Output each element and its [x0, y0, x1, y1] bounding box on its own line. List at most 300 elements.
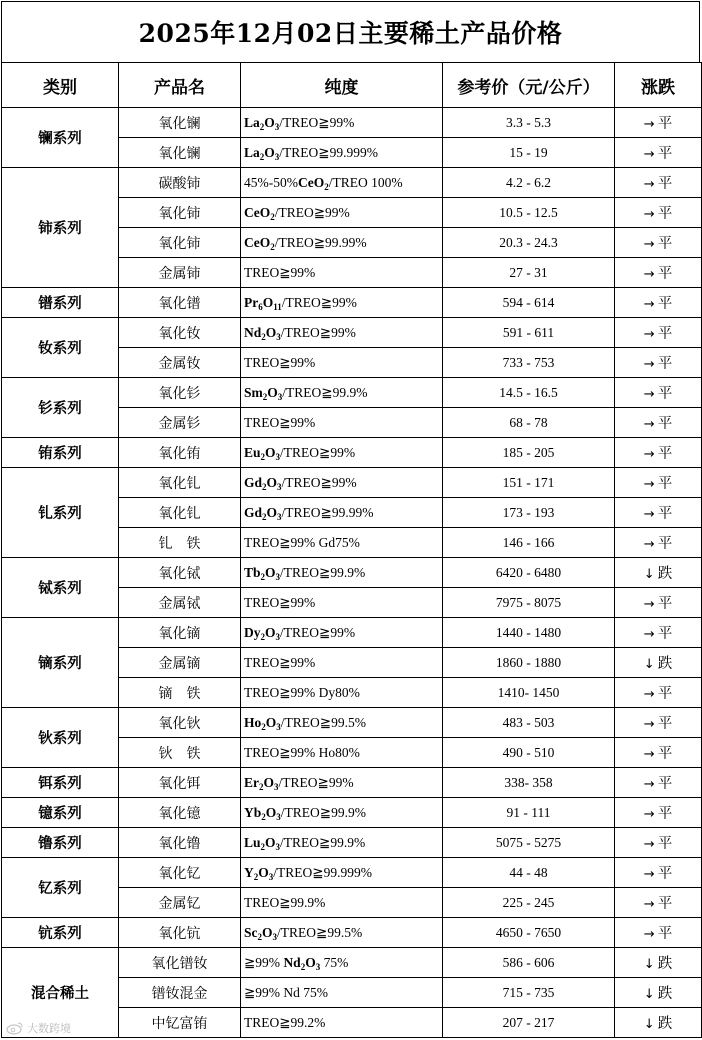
price-cell: 3.3 - 5.3 — [443, 108, 615, 138]
price-cell: 27 - 31 — [443, 258, 615, 288]
trend-cell — [615, 708, 702, 738]
price-cell: 6420 - 6480 — [443, 558, 615, 588]
trend-label: 平 — [657, 776, 673, 792]
purity-cell — [241, 618, 443, 648]
purity-segment: O — [258, 864, 269, 880]
trend-cell — [615, 588, 702, 618]
product-name-cell: 中钇富铕 — [119, 1008, 241, 1038]
trend-cell — [615, 738, 702, 768]
header-price: 参考价（元/公斤） — [443, 63, 615, 108]
arrow-right-icon: → — [643, 177, 655, 192]
purity-cell — [241, 168, 443, 198]
arrow-right-icon: → — [643, 327, 655, 342]
purity-segment: /TREO≧99% — [281, 294, 357, 310]
purity-segment: O — [265, 714, 277, 730]
product-name-cell: 镨钕混金 — [119, 978, 241, 1008]
purity-subscript: 2 — [324, 181, 329, 192]
purity-segment: Nd — [244, 324, 262, 340]
purity-cell — [241, 108, 443, 138]
purity-cell — [241, 348, 443, 378]
purity-cell — [241, 858, 443, 888]
purity-segment: 75% — [320, 954, 349, 970]
trend-cell — [615, 918, 702, 948]
purity-cell — [241, 198, 443, 228]
trend-label: 平 — [657, 806, 673, 822]
purity-segment: /TREO≧99% — [274, 204, 350, 220]
trend-label: 平 — [657, 536, 673, 552]
purity-segment: /TREO≧99% — [280, 444, 356, 460]
table-row — [2, 798, 702, 828]
purity-cell — [241, 648, 443, 678]
purity-subscript: 3 — [315, 961, 321, 972]
purity-segment: TREO≧99% — [244, 654, 316, 670]
arrow-right-icon: → — [643, 477, 655, 492]
product-name-cell: 钆 铁 — [119, 528, 241, 558]
trend-cell — [615, 1008, 702, 1038]
purity-cell — [241, 828, 443, 858]
product-name-cell: 氧化镥 — [119, 828, 241, 858]
trend-label: 平 — [657, 266, 673, 282]
purity-segment: /TREO≧99.5% — [280, 714, 366, 730]
purity-segment: /TREO≧99.999% — [279, 144, 378, 160]
arrow-right-icon: → — [643, 927, 655, 942]
purity-cell — [241, 408, 443, 438]
purity-segment: /TREO≧99.999% — [273, 864, 372, 880]
table-row — [2, 288, 702, 318]
trend-cell — [615, 978, 702, 1008]
arrow-right-icon: → — [643, 117, 655, 132]
product-name-cell: 金属铈 — [119, 258, 241, 288]
purity-segment: /TREO≧99% — [279, 114, 355, 130]
purity-subscript: 2 — [259, 781, 264, 792]
product-name-cell: 氧化铒 — [119, 768, 241, 798]
product-name-cell: 氧化镨 — [119, 288, 241, 318]
purity-subscript: 2 — [262, 391, 268, 402]
purity-cell — [241, 768, 443, 798]
purity-segment: Gd — [244, 504, 263, 520]
purity-segment: Pr — [244, 294, 259, 310]
arrow-down-icon: ↓ — [643, 567, 655, 582]
purity-subscript: 3 — [275, 451, 281, 462]
purity-cell — [241, 138, 443, 168]
price-table — [1, 62, 702, 1038]
product-name-cell: 镝 铁 — [119, 678, 241, 708]
price-cell: 68 - 78 — [443, 408, 615, 438]
purity-cell — [241, 948, 443, 978]
purity-cell — [241, 438, 443, 468]
trend-label: 平 — [657, 236, 673, 252]
purity-cell — [241, 228, 443, 258]
table-row — [2, 768, 702, 798]
purity-segment: /TREO≧99.9% — [280, 564, 366, 580]
product-name-cell: 氧化钕 — [119, 318, 241, 348]
trend-label: 平 — [657, 296, 673, 312]
weibo-logo-icon — [6, 1021, 24, 1035]
purity-subscript: 2 — [253, 871, 259, 882]
purity-cell — [241, 978, 443, 1008]
purity-cell — [241, 468, 443, 498]
trend-label: 跌 — [657, 566, 673, 582]
category-cell: 钕系列 — [2, 318, 119, 378]
arrow-right-icon: → — [643, 867, 655, 882]
product-name-cell: 氧化铽 — [119, 558, 241, 588]
purity-segment: /TREO≧99.9% — [280, 834, 366, 850]
header-trend: 涨跌 — [615, 63, 702, 108]
purity-subscript: 2 — [259, 121, 265, 132]
category-cell: 钇系列 — [2, 858, 119, 918]
purity-segment: /TREO≧99% — [280, 324, 356, 340]
purity-cell — [241, 738, 443, 768]
product-name-cell: 氧化钆 — [119, 468, 241, 498]
purity-segment: /TREO≧99% — [281, 474, 357, 490]
purity-segment: Gd — [244, 474, 263, 490]
purity-segment: /TREO≧99.9% — [282, 384, 368, 400]
purity-subscript: 2 — [270, 211, 275, 222]
purity-subscript: 3 — [275, 571, 281, 582]
purity-subscript: 2 — [260, 571, 266, 582]
trend-cell — [615, 558, 702, 588]
trend-cell — [615, 198, 702, 228]
purity-segment: CeO — [244, 204, 271, 220]
purity-subscript: 2 — [300, 961, 306, 972]
arrow-down-icon: ↓ — [643, 1017, 655, 1032]
product-name-cell: 氧化铕 — [119, 438, 241, 468]
table-row — [2, 318, 702, 348]
purity-subscript: 2 — [261, 811, 266, 822]
purity-subscript: 2 — [262, 511, 267, 522]
page-title: 2025年12月02日主要稀土产品价格 — [1, 1, 700, 63]
purity-segment: ≧99% — [244, 954, 284, 970]
purity-subscript: 3 — [272, 931, 278, 942]
price-cell: 586 - 606 — [443, 948, 615, 978]
table-row — [2, 438, 702, 468]
trend-cell — [615, 648, 702, 678]
purity-subscript: 2 — [260, 451, 266, 462]
purity-segment: TREO≧99% — [244, 594, 316, 610]
purity-segment: /TREO 100% — [328, 174, 403, 190]
category-cell: 铕系列 — [2, 438, 119, 468]
price-cell: 594 - 614 — [443, 288, 615, 318]
product-name-cell: 金属镝 — [119, 648, 241, 678]
purity-segment: TREO≧99% — [244, 264, 316, 280]
category-cell: 钬系列 — [2, 708, 119, 768]
trend-label: 平 — [657, 446, 673, 462]
purity-segment: CeO — [298, 174, 325, 190]
category-cell: 镥系列 — [2, 828, 119, 858]
arrow-right-icon: → — [643, 507, 655, 522]
purity-segment: Yb — [244, 804, 262, 820]
purity-subscript: 3 — [274, 781, 279, 792]
product-name-cell: 氧化钐 — [119, 378, 241, 408]
price-cell: 1860 - 1880 — [443, 648, 615, 678]
purity-segment: /TREO≧99% — [280, 624, 356, 640]
table-row — [2, 918, 702, 948]
price-cell: 4650 - 7650 — [443, 918, 615, 948]
category-cell: 铈系列 — [2, 168, 119, 288]
price-cell: 44 - 48 — [443, 858, 615, 888]
trend-label: 平 — [657, 116, 673, 132]
trend-label: 平 — [657, 596, 673, 612]
purity-segment: 45%-50% — [244, 174, 298, 190]
trend-cell — [615, 288, 702, 318]
purity-segment: O — [264, 114, 275, 130]
price-cell: 91 - 111 — [443, 798, 615, 828]
trend-label: 平 — [657, 386, 673, 402]
trend-label: 平 — [657, 146, 673, 162]
arrow-right-icon: → — [643, 897, 655, 912]
table-header-row — [2, 63, 702, 108]
arrow-right-icon: → — [643, 717, 655, 732]
arrow-right-icon: → — [643, 357, 655, 372]
price-cell: 10.5 - 12.5 — [443, 198, 615, 228]
trend-cell — [615, 138, 702, 168]
trend-label: 平 — [657, 686, 673, 702]
trend-label: 平 — [657, 176, 673, 192]
price-cell: 173 - 193 — [443, 498, 615, 528]
trend-cell — [615, 348, 702, 378]
purity-segment: La — [244, 144, 260, 160]
trend-cell — [615, 498, 702, 528]
purity-segment: O — [264, 144, 275, 160]
product-name-cell: 金属钇 — [119, 888, 241, 918]
purity-segment: O — [265, 834, 276, 850]
arrow-down-icon: ↓ — [643, 987, 655, 1002]
table-row — [2, 468, 702, 498]
arrow-right-icon: → — [643, 837, 655, 852]
purity-segment: O — [263, 774, 275, 790]
trend-cell — [615, 228, 702, 258]
purity-segment: TREO≧99.9% — [244, 894, 326, 910]
purity-segment: Eu — [244, 444, 261, 460]
trend-cell — [615, 528, 702, 558]
trend-label: 平 — [657, 506, 673, 522]
arrow-right-icon: → — [643, 687, 655, 702]
price-cell: 14.5 - 16.5 — [443, 378, 615, 408]
purity-segment: TREO≧99.2% — [244, 1014, 326, 1030]
purity-segment: O — [305, 954, 316, 970]
purity-subscript: 2 — [261, 331, 266, 342]
purity-segment: O — [265, 804, 277, 820]
table-row — [2, 948, 702, 978]
table-row — [2, 168, 702, 198]
arrow-right-icon: → — [643, 207, 655, 222]
purity-segment: Sc — [244, 924, 258, 940]
purity-segment: /TREO≧99.5% — [277, 924, 363, 940]
purity-segment: TREO≧99% — [244, 414, 316, 430]
arrow-down-icon: ↓ — [643, 957, 655, 972]
purity-subscript: 11 — [273, 301, 282, 312]
trend-label: 平 — [657, 206, 673, 222]
price-cell: 591 - 611 — [443, 318, 615, 348]
price-cell: 185 - 205 — [443, 438, 615, 468]
trend-label: 平 — [657, 356, 673, 372]
product-name-cell: 氧化钆 — [119, 498, 241, 528]
trend-cell — [615, 798, 702, 828]
product-name-cell: 氧化镝 — [119, 618, 241, 648]
purity-subscript: 3 — [274, 151, 280, 162]
product-name-cell: 氧化钇 — [119, 858, 241, 888]
purity-subscript: 3 — [277, 391, 283, 402]
category-cell: 钐系列 — [2, 378, 119, 438]
trend-label: 平 — [657, 746, 673, 762]
purity-segment: Sm — [244, 384, 263, 400]
purity-cell — [241, 258, 443, 288]
category-cell: 镝系列 — [2, 618, 119, 708]
purity-segment: O — [265, 444, 276, 460]
purity-segment: TREO≧99% Dy80% — [244, 684, 360, 700]
trend-cell — [615, 378, 702, 408]
trend-label: 平 — [657, 896, 673, 912]
purity-segment: Ho — [244, 714, 262, 730]
price-cell: 483 - 503 — [443, 708, 615, 738]
purity-cell — [241, 888, 443, 918]
product-name-cell: 氧化镧 — [119, 138, 241, 168]
arrow-right-icon: → — [643, 147, 655, 162]
table-row — [2, 828, 702, 858]
trend-cell — [615, 258, 702, 288]
purity-segment: Dy — [244, 624, 261, 640]
arrow-right-icon: → — [643, 747, 655, 762]
arrow-down-icon: ↓ — [643, 657, 655, 672]
arrow-right-icon: → — [643, 537, 655, 552]
purity-segment: ≧99% Nd 75% — [244, 984, 329, 1000]
product-name-cell: 氧化镱 — [119, 798, 241, 828]
purity-cell — [241, 678, 443, 708]
trend-cell — [615, 678, 702, 708]
trend-cell — [615, 108, 702, 138]
purity-cell — [241, 378, 443, 408]
category-cell: 钆系列 — [2, 468, 119, 558]
purity-cell — [241, 1008, 443, 1038]
purity-segment: O — [266, 474, 278, 490]
purity-cell — [241, 798, 443, 828]
purity-subscript: 3 — [276, 811, 281, 822]
table-row — [2, 108, 702, 138]
purity-segment: Y — [244, 864, 254, 880]
watermark-text: 大数跨境 — [27, 1022, 71, 1035]
purity-segment: TREO≧99% Ho80% — [244, 744, 360, 760]
trend-cell — [615, 768, 702, 798]
price-cell: 7975 - 8075 — [443, 588, 615, 618]
purity-subscript: 3 — [274, 121, 280, 132]
price-cell: 338- 358 — [443, 768, 615, 798]
trend-label: 跌 — [657, 656, 673, 672]
purity-segment: /TREO≧99.9% — [280, 804, 366, 820]
purity-subscript: 3 — [276, 331, 281, 342]
trend-label: 跌 — [657, 956, 673, 972]
product-name-cell: 氧化镧 — [119, 108, 241, 138]
purity-segment: O — [262, 924, 273, 940]
table-row — [2, 618, 702, 648]
purity-subscript: 2 — [262, 481, 267, 492]
purity-subscript: 2 — [257, 931, 262, 942]
product-name-cell: 碳酸铈 — [119, 168, 241, 198]
purity-subscript: 2 — [270, 241, 275, 252]
purity-subscript: 3 — [277, 481, 282, 492]
trend-cell — [615, 438, 702, 468]
trend-cell — [615, 888, 702, 918]
arrow-right-icon: → — [643, 267, 655, 282]
price-cell: 1440 - 1480 — [443, 618, 615, 648]
purity-segment: CeO — [244, 234, 271, 250]
trend-label: 跌 — [657, 986, 673, 1002]
purity-segment: TREO≧99% — [244, 354, 316, 370]
arrow-right-icon: → — [643, 417, 655, 432]
price-cell: 20.3 - 24.3 — [443, 228, 615, 258]
category-cell: 镨系列 — [2, 288, 119, 318]
trend-cell — [615, 168, 702, 198]
category-cell: 混合稀土 — [2, 948, 119, 1038]
purity-segment: Nd — [283, 954, 301, 970]
trend-label: 平 — [657, 476, 673, 492]
purity-cell — [241, 498, 443, 528]
arrow-right-icon: → — [643, 297, 655, 312]
price-cell: 225 - 245 — [443, 888, 615, 918]
purity-subscript: 2 — [259, 151, 265, 162]
purity-segment: Tb — [244, 564, 261, 580]
purity-segment: Er — [244, 774, 259, 790]
trend-cell — [615, 858, 702, 888]
product-name-cell: 金属钕 — [119, 348, 241, 378]
arrow-right-icon: → — [643, 447, 655, 462]
purity-subscript: 3 — [276, 721, 281, 732]
trend-label: 平 — [657, 866, 673, 882]
trend-label: 平 — [657, 416, 673, 432]
arrow-right-icon: → — [643, 807, 655, 822]
header-purity: 纯度 — [241, 63, 443, 108]
category-cell: 铒系列 — [2, 768, 119, 798]
table-row — [2, 708, 702, 738]
purity-cell — [241, 918, 443, 948]
purity-subscript: 3 — [268, 871, 274, 882]
arrow-right-icon: → — [643, 387, 655, 402]
purity-cell — [241, 708, 443, 738]
trend-label: 跌 — [657, 1016, 673, 1032]
purity-subscript: 6 — [258, 301, 263, 312]
purity-subscript: 2 — [260, 631, 265, 642]
purity-segment: O — [267, 384, 278, 400]
arrow-right-icon: → — [643, 597, 655, 612]
purity-segment: O — [265, 624, 276, 640]
purity-segment: Lu — [244, 834, 261, 850]
product-name-cell: 氧化铈 — [119, 228, 241, 258]
trend-cell — [615, 408, 702, 438]
trend-label: 平 — [657, 716, 673, 732]
purity-subscript: 2 — [261, 721, 266, 732]
trend-label: 平 — [657, 326, 673, 342]
purity-segment: O — [265, 564, 276, 580]
purity-segment: La — [244, 114, 260, 130]
table-row — [2, 858, 702, 888]
table-row — [2, 558, 702, 588]
purity-segment: O — [262, 294, 274, 310]
price-cell: 151 - 171 — [443, 468, 615, 498]
price-cell: 1410- 1450 — [443, 678, 615, 708]
purity-segment: /TREO≧99% — [278, 774, 354, 790]
purity-subscript: 2 — [260, 841, 266, 852]
trend-label: 平 — [657, 836, 673, 852]
product-name-cell: 氧化钬 — [119, 708, 241, 738]
trend-cell — [615, 828, 702, 858]
table-row — [2, 378, 702, 408]
product-name-cell: 氧化镨钕 — [119, 948, 241, 978]
purity-cell — [241, 588, 443, 618]
purity-subscript: 3 — [275, 841, 281, 852]
price-cell: 207 - 217 — [443, 1008, 615, 1038]
category-cell: 镱系列 — [2, 798, 119, 828]
purity-cell — [241, 558, 443, 588]
category-cell: 镧系列 — [2, 108, 119, 168]
